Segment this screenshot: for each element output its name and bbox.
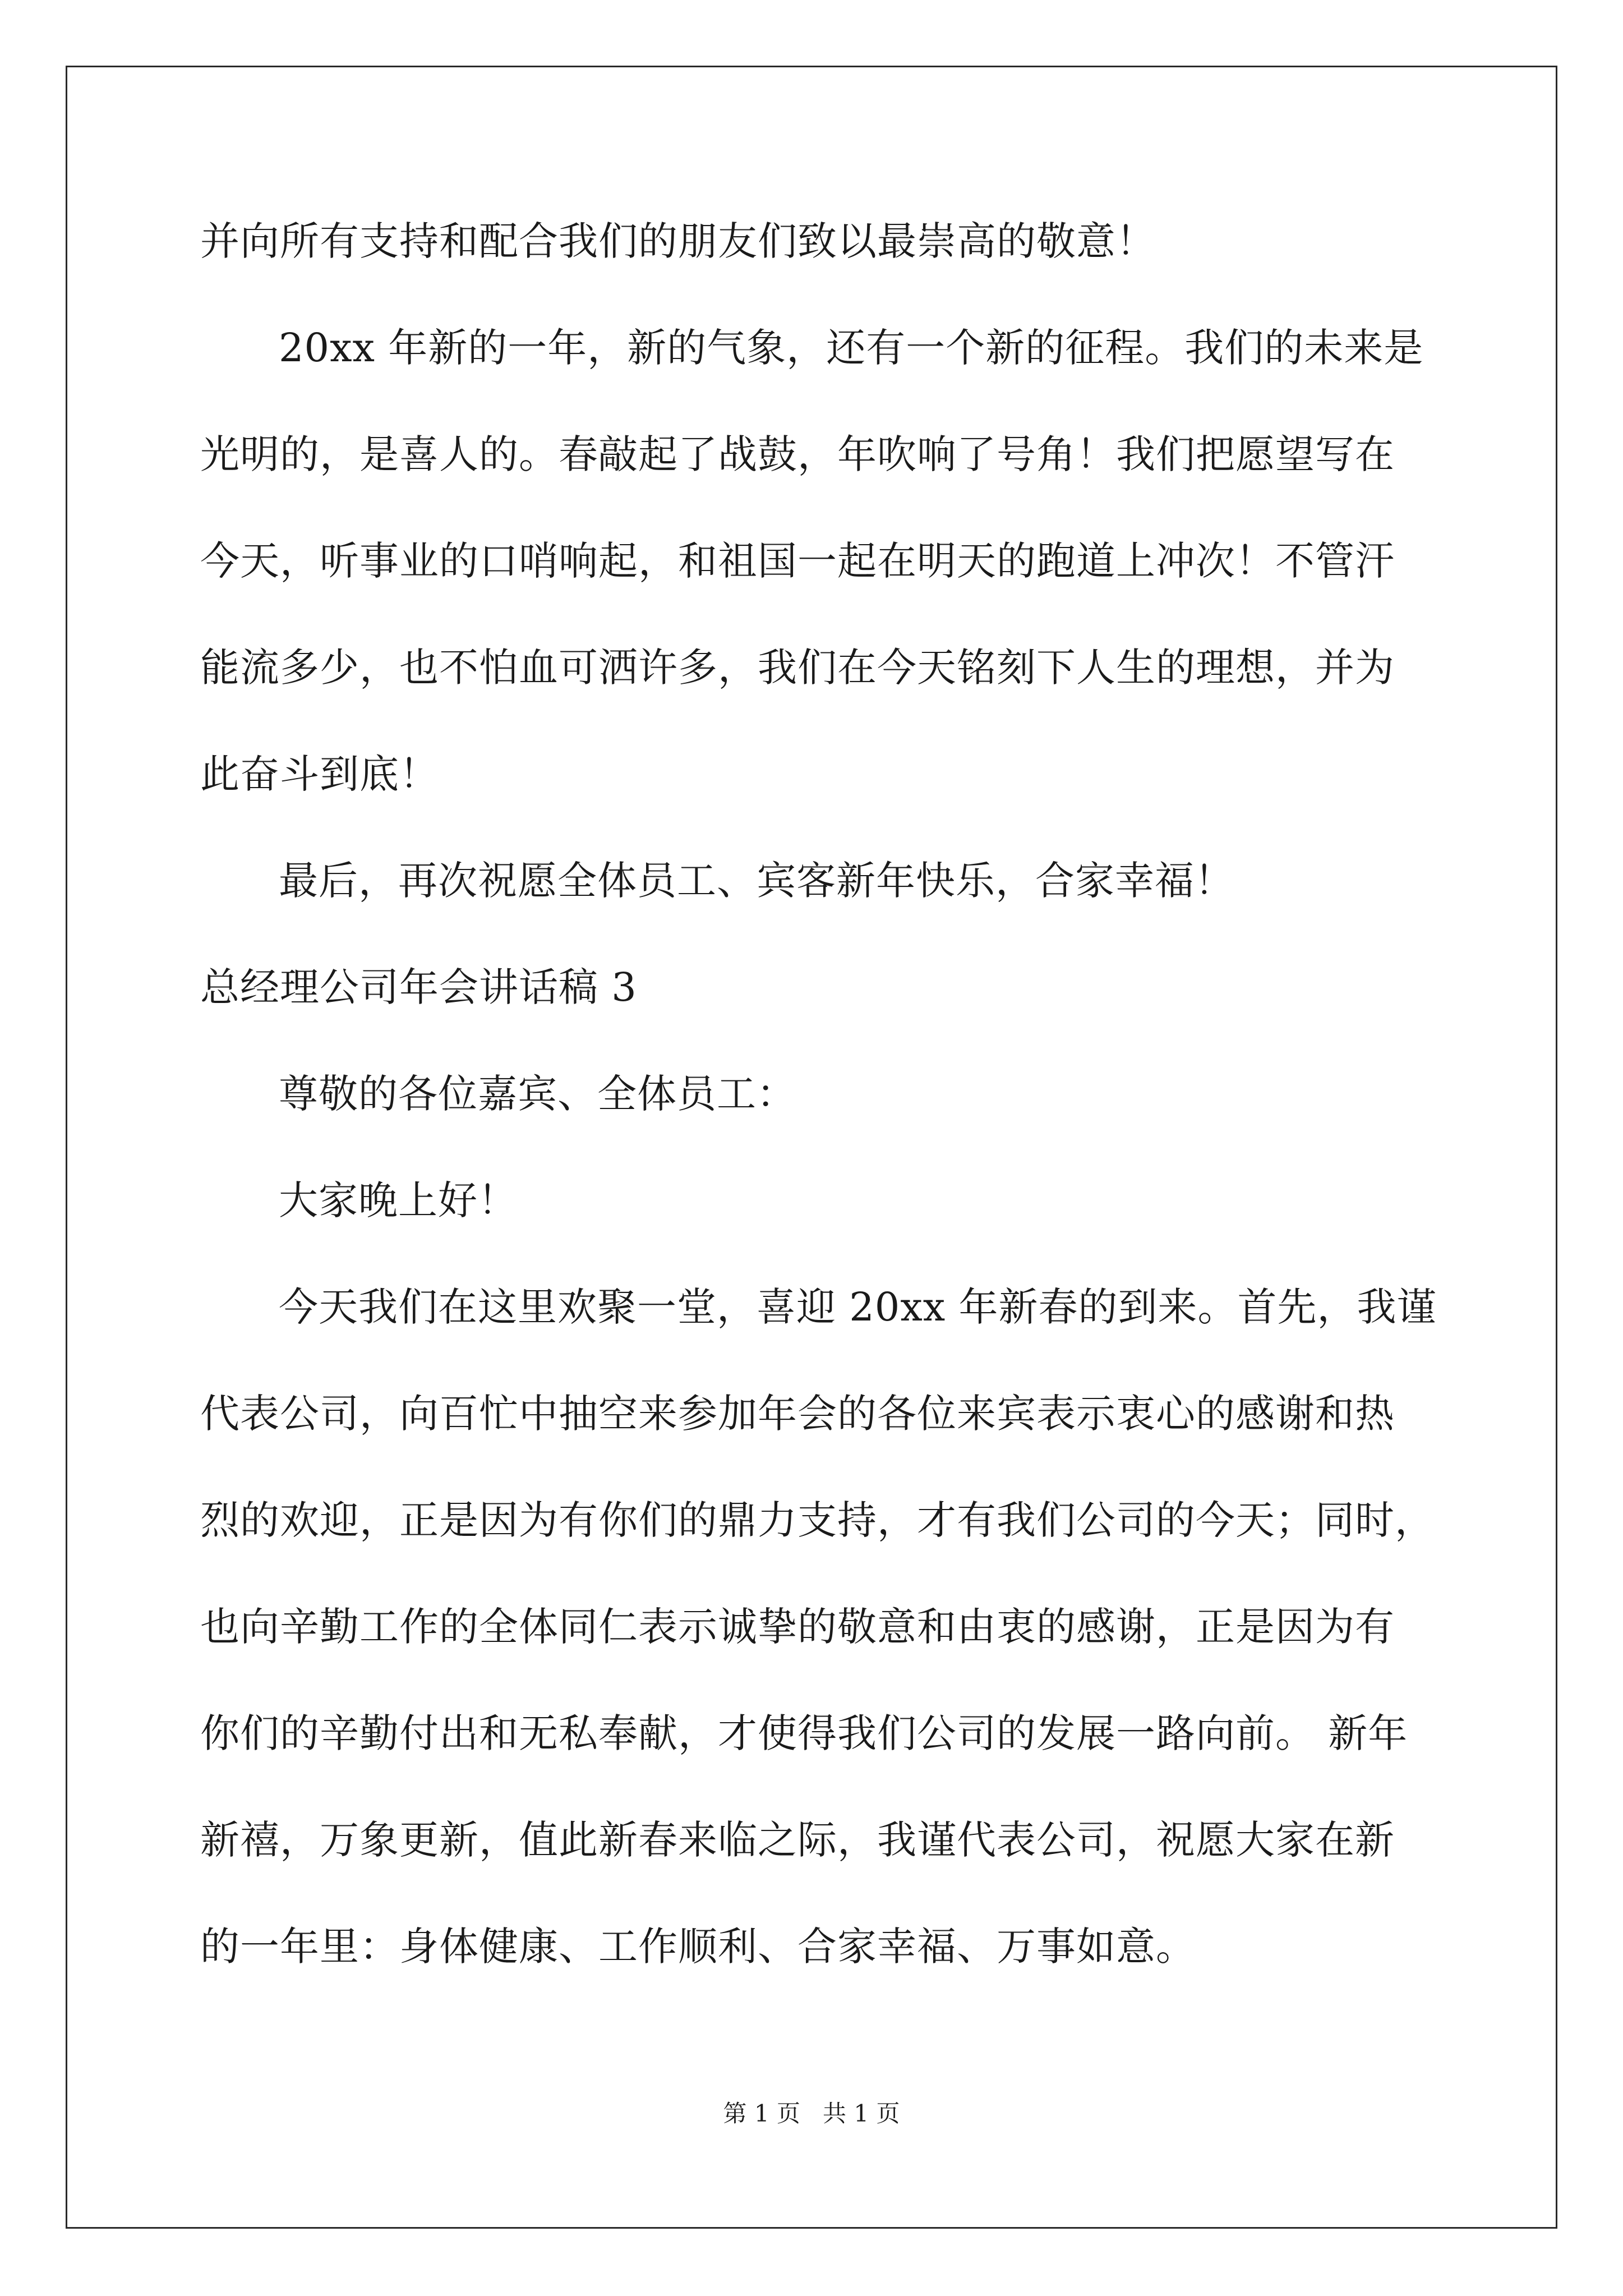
text-line: 此奋斗到底！ bbox=[200, 751, 439, 797]
text-line: 光明的，是喜人的。春敲起了战鼓，年吹响了号角！我们把愿望写在 bbox=[200, 431, 1395, 477]
text-line: 烈的欢迎，正是因为有你们的鼎力支持，才有我们公司的今天；同时， bbox=[200, 1497, 1435, 1543]
text-line: 并向所有支持和配合我们的朋友们致以最崇高的敬意！ bbox=[200, 218, 1156, 264]
text-line: 的一年里：身体健康、工作顺利、合家幸福、万事如意。 bbox=[200, 1924, 1196, 1970]
text-line: 20xx 年新的一年，新的气象，还有一个新的征程。我们的未来是 bbox=[279, 325, 1424, 371]
text-line: 今天我们在这里欢聚一堂，喜迎 20xx 年新春的到来。首先，我谨 bbox=[279, 1284, 1437, 1330]
salutation: 尊敬的各位嘉宾、全体员工： bbox=[279, 1071, 796, 1117]
page-frame bbox=[66, 66, 1557, 2229]
text-line: 能流多少，也不怕血可洒许多，我们在今天铭刻下人生的理想，并为 bbox=[200, 645, 1395, 691]
greeting: 大家晚上好！ bbox=[279, 1177, 518, 1223]
text-line: 今天，听事业的口哨响起，和祖国一起在明天的跑道上冲次！不管汗 bbox=[200, 538, 1395, 584]
text-line: 代表公司，向百忙中抽空来参加年会的各位来宾表示衷心的感谢和热 bbox=[200, 1391, 1395, 1437]
text-line: 你们的辛勤付出和无私奉献，才使得我们公司的发展一路向前。 新年 bbox=[200, 1710, 1408, 1756]
text-line: 也向辛勤工作的全体同仁表示诚挚的敬意和由衷的感谢，正是因为有 bbox=[200, 1604, 1395, 1650]
text-line: 最后，再次祝愿全体员工、宾客新年快乐，合家幸福！ bbox=[279, 858, 1234, 904]
page-number-footer: 第 1 页 共 1 页 bbox=[723, 2100, 900, 2127]
section-heading: 总经理公司年会讲话稿 3 bbox=[200, 964, 637, 1010]
text-line: 新禧，万象更新，值此新春来临之际，我谨代表公司，祝愿大家在新 bbox=[200, 1817, 1395, 1863]
